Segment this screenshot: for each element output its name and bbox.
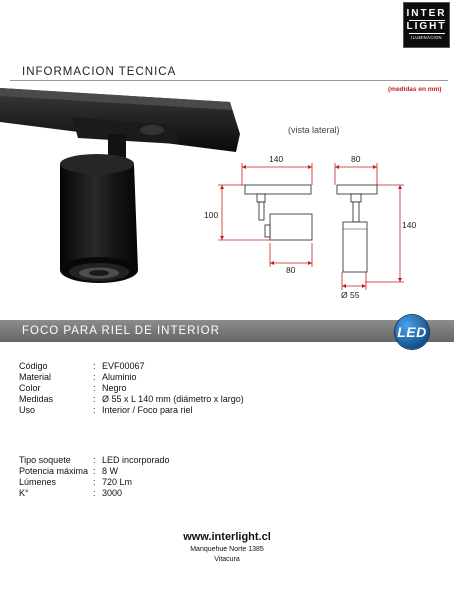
- units-note: (medidas en mm): [388, 86, 442, 93]
- brand-logo: [403, 2, 450, 48]
- spec-value: 8 W: [102, 466, 119, 476]
- spec-value: 3000: [102, 488, 123, 498]
- website-link[interactable]: www.interlight.cl: [183, 531, 271, 543]
- logo-line-3: ILUMINACION: [411, 35, 442, 40]
- section-title: INFORMACION TECNICA: [22, 66, 177, 78]
- dim-side-width: 140: [269, 154, 284, 164]
- spec-row: [0, 488, 454, 500]
- spec-value: Interior / Foco para riel: [102, 405, 193, 415]
- spec-value: Ø 55 x L 140 mm (diámetro x largo): [102, 394, 244, 404]
- spec-colon: :: [93, 466, 96, 476]
- spec-value: LED incorporado: [102, 455, 170, 465]
- dim-front-width: 80: [351, 154, 361, 164]
- spec-colon: :: [93, 383, 96, 393]
- spec-row: [0, 405, 454, 417]
- spec-label: Material: [19, 372, 52, 382]
- led-badge-icon: [395, 315, 429, 349]
- spec-colon: :: [93, 455, 96, 465]
- logo-line-2: LIGHT: [406, 21, 447, 32]
- dim-side-height: 100: [204, 210, 219, 220]
- spec-colon: :: [93, 394, 96, 404]
- spec-value: EVF00067: [102, 361, 145, 371]
- spec-value: Negro: [102, 383, 127, 393]
- spec-colon: :: [93, 361, 96, 371]
- header-rule: [10, 80, 448, 81]
- spec-label: Lúmenes: [19, 477, 57, 487]
- product-title: FOCO PARA RIEL DE INTERIOR: [22, 325, 220, 337]
- spec-value: 720 Lm: [102, 477, 133, 487]
- spec-value: Aluminio: [102, 372, 137, 382]
- dim-diameter: Ø 55: [341, 290, 360, 300]
- spec-colon: :: [93, 488, 96, 498]
- technical-drawing: [195, 145, 435, 310]
- spec-label: Potencia máxima: [19, 466, 89, 476]
- spec-label: Tipo soquete: [19, 455, 71, 465]
- spec-label: K°: [19, 488, 29, 498]
- spec-colon: :: [93, 372, 96, 382]
- logo-line-1: INTER: [406, 8, 447, 19]
- side-view-label: (vista lateral): [288, 125, 340, 135]
- spec-label: Medidas: [19, 394, 54, 404]
- spec-colon: :: [93, 405, 96, 415]
- spec-colon: :: [93, 477, 96, 487]
- spec-label: Código: [19, 361, 48, 371]
- spec-label: Color: [19, 383, 41, 393]
- spec-label: Uso: [19, 405, 36, 415]
- footer-city: Vitacura: [214, 556, 240, 563]
- footer-address: Manquehue Norte 1385: [190, 546, 264, 553]
- led-badge-text: LED: [397, 324, 427, 340]
- dim-side-depth: 80: [286, 265, 296, 275]
- dim-front-length: 140: [402, 220, 417, 230]
